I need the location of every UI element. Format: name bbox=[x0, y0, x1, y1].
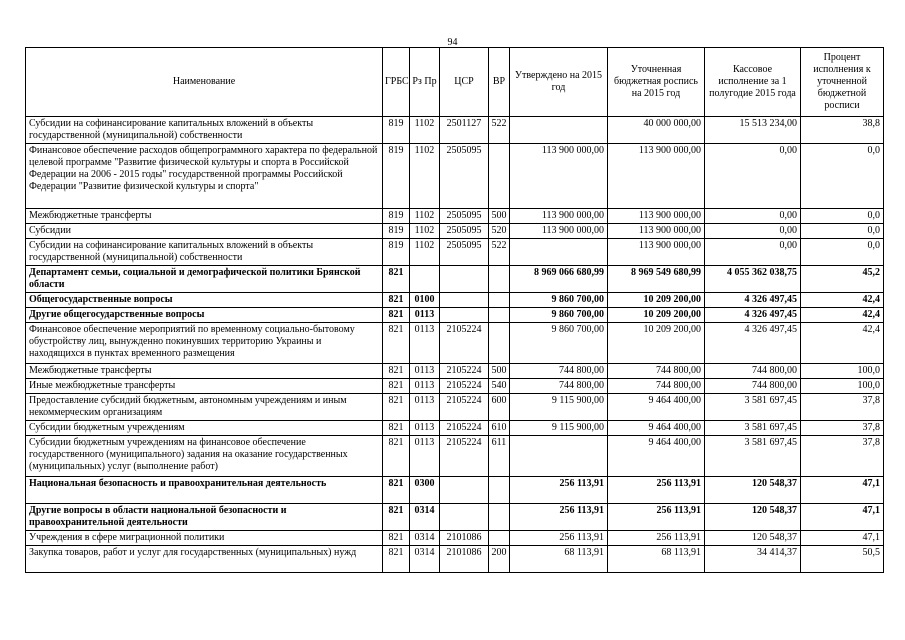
row-rzpr: 1102 bbox=[410, 239, 440, 266]
row-refined: 113 900 000,00 bbox=[608, 209, 705, 224]
row-vr: 522 bbox=[489, 239, 510, 266]
row-percent: 100,0 bbox=[801, 364, 884, 379]
row-rzpr: 0314 bbox=[410, 531, 440, 546]
row-name: Предоставление субсидий бюджетным, автономным учреждениям и иным некоммерческим организациям bbox=[26, 394, 383, 421]
row-rzpr: 0113 bbox=[410, 436, 440, 477]
row-cash: 0,00 bbox=[705, 239, 801, 266]
row-rzpr: 0113 bbox=[410, 308, 440, 323]
table-row bbox=[26, 308, 884, 323]
row-percent: 47,1 bbox=[801, 531, 884, 546]
row-name: Национальная безопасность и правоохранительная деятельность bbox=[26, 477, 383, 504]
row-refined: 113 900 000,00 bbox=[608, 224, 705, 239]
row-percent: 47,1 bbox=[801, 477, 884, 504]
column-header-vr: ВР bbox=[489, 48, 510, 117]
row-rzpr bbox=[410, 266, 440, 293]
table-row bbox=[26, 323, 884, 364]
table-row bbox=[26, 394, 884, 421]
row-refined: 10 209 200,00 bbox=[608, 323, 705, 364]
row-percent: 50,5 bbox=[801, 546, 884, 573]
row-name: Субсидии bbox=[26, 224, 383, 239]
row-grbs: 821 bbox=[383, 546, 410, 573]
row-percent: 0,0 bbox=[801, 224, 884, 239]
row-rzpr: 1102 bbox=[410, 224, 440, 239]
row-grbs: 821 bbox=[383, 436, 410, 477]
row-grbs: 819 bbox=[383, 224, 410, 239]
column-header-approved-text: Утверждено на 2015 год bbox=[514, 70, 603, 93]
row-cash: 34 414,37 bbox=[705, 546, 801, 573]
row-rzpr: 0300 bbox=[410, 477, 440, 504]
row-grbs: 819 bbox=[383, 144, 410, 209]
table-row bbox=[26, 364, 884, 379]
row-csr bbox=[440, 266, 489, 293]
row-approved: 9 860 700,00 bbox=[510, 293, 608, 308]
row-rzpr: 0113 bbox=[410, 364, 440, 379]
table-row bbox=[26, 117, 884, 144]
table-row bbox=[26, 379, 884, 394]
row-percent: 37,8 bbox=[801, 394, 884, 421]
table-row bbox=[26, 209, 884, 224]
row-grbs: 819 bbox=[383, 239, 410, 266]
row-vr: 500 bbox=[489, 364, 510, 379]
row-approved: 68 113,91 bbox=[510, 546, 608, 573]
row-vr: 200 bbox=[489, 546, 510, 573]
row-percent: 37,8 bbox=[801, 421, 884, 436]
column-header-percent-text: Процент исполнения к уточненной бюджетной росписи bbox=[813, 52, 871, 111]
column-header-cash bbox=[705, 48, 801, 117]
row-approved: 9 860 700,00 bbox=[510, 308, 608, 323]
row-vr: 610 bbox=[489, 421, 510, 436]
row-rzpr: 0314 bbox=[410, 504, 440, 531]
row-csr: 2105224 bbox=[440, 436, 489, 477]
row-grbs: 821 bbox=[383, 266, 410, 293]
row-percent: 0,0 bbox=[801, 239, 884, 266]
row-vr bbox=[489, 504, 510, 531]
row-cash: 4 055 362 038,75 bbox=[705, 266, 801, 293]
row-name: Учреждения в сфере миграционной политики bbox=[26, 531, 383, 546]
row-percent: 42,4 bbox=[801, 323, 884, 364]
row-cash: 744 800,00 bbox=[705, 379, 801, 394]
row-rzpr: 0113 bbox=[410, 394, 440, 421]
row-percent: 42,4 bbox=[801, 308, 884, 323]
row-csr: 2101086 bbox=[440, 546, 489, 573]
row-vr: 500 bbox=[489, 209, 510, 224]
row-refined: 9 464 400,00 bbox=[608, 436, 705, 477]
row-rzpr: 0113 bbox=[410, 379, 440, 394]
row-vr bbox=[489, 293, 510, 308]
row-refined: 68 113,91 bbox=[608, 546, 705, 573]
row-csr: 2101086 bbox=[440, 531, 489, 546]
row-rzpr: 1102 bbox=[410, 117, 440, 144]
row-approved: 744 800,00 bbox=[510, 364, 608, 379]
row-refined: 113 900 000,00 bbox=[608, 144, 705, 209]
row-vr bbox=[489, 266, 510, 293]
row-cash: 0,00 bbox=[705, 144, 801, 209]
row-csr: 2105224 bbox=[440, 394, 489, 421]
row-name: Общегосударственные вопросы bbox=[26, 293, 383, 308]
table-row bbox=[26, 239, 884, 266]
row-approved: 8 969 066 680,99 bbox=[510, 266, 608, 293]
row-csr bbox=[440, 308, 489, 323]
row-grbs: 821 bbox=[383, 477, 410, 504]
row-csr bbox=[440, 504, 489, 531]
row-grbs: 819 bbox=[383, 209, 410, 224]
table-row bbox=[26, 531, 884, 546]
row-refined: 10 209 200,00 bbox=[608, 293, 705, 308]
table-body bbox=[26, 117, 884, 573]
row-percent: 37,8 bbox=[801, 436, 884, 477]
row-cash: 4 326 497,45 bbox=[705, 308, 801, 323]
row-approved: 256 113,91 bbox=[510, 477, 608, 504]
row-rzpr: 1102 bbox=[410, 144, 440, 209]
row-name: Субсидии на софинансирование капитальных вложений в объекты государственной (муниципальной) собственности bbox=[26, 239, 383, 266]
row-csr: 2505095 bbox=[440, 209, 489, 224]
column-header-approved bbox=[510, 48, 608, 117]
table-header-row bbox=[26, 48, 884, 117]
row-cash: 0,00 bbox=[705, 224, 801, 239]
column-header-percent bbox=[801, 48, 884, 117]
table-row bbox=[26, 224, 884, 239]
row-rzpr: 0100 bbox=[410, 293, 440, 308]
row-grbs: 821 bbox=[383, 379, 410, 394]
row-cash: 120 548,37 bbox=[705, 504, 801, 531]
row-percent: 42,4 bbox=[801, 293, 884, 308]
row-percent: 47,1 bbox=[801, 504, 884, 531]
row-refined: 9 464 400,00 bbox=[608, 394, 705, 421]
row-approved: 9 115 900,00 bbox=[510, 421, 608, 436]
row-refined: 256 113,91 bbox=[608, 477, 705, 504]
row-vr: 611 bbox=[489, 436, 510, 477]
row-vr bbox=[489, 308, 510, 323]
row-approved bbox=[510, 117, 608, 144]
row-cash: 3 581 697,45 bbox=[705, 421, 801, 436]
row-refined: 744 800,00 bbox=[608, 364, 705, 379]
row-name: Закупка товаров, работ и услуг для государственных (муниципальных) нужд bbox=[26, 546, 383, 573]
row-approved: 256 113,91 bbox=[510, 531, 608, 546]
row-refined: 40 000 000,00 bbox=[608, 117, 705, 144]
row-refined: 8 969 549 680,99 bbox=[608, 266, 705, 293]
row-percent: 0,0 bbox=[801, 209, 884, 224]
row-percent: 100,0 bbox=[801, 379, 884, 394]
row-approved bbox=[510, 239, 608, 266]
column-header-csr: ЦСР bbox=[440, 48, 489, 117]
column-header-refined bbox=[608, 48, 705, 117]
row-csr bbox=[440, 477, 489, 504]
row-approved: 9 115 900,00 bbox=[510, 394, 608, 421]
row-name: Межбюджетные трансферты bbox=[26, 364, 383, 379]
row-approved: 113 900 000,00 bbox=[510, 144, 608, 209]
row-rzpr: 0113 bbox=[410, 323, 440, 364]
row-percent: 0,0 bbox=[801, 144, 884, 209]
row-cash: 120 548,37 bbox=[705, 477, 801, 504]
table-row bbox=[26, 293, 884, 308]
row-cash: 0,00 bbox=[705, 209, 801, 224]
budget-execution-table bbox=[25, 47, 884, 573]
table-row bbox=[26, 144, 884, 209]
table-row bbox=[26, 421, 884, 436]
row-percent: 45,2 bbox=[801, 266, 884, 293]
table-row bbox=[26, 546, 884, 573]
row-csr: 2105224 bbox=[440, 421, 489, 436]
row-approved: 256 113,91 bbox=[510, 504, 608, 531]
row-cash: 3 581 697,45 bbox=[705, 436, 801, 477]
row-name: Межбюджетные трансферты bbox=[26, 209, 383, 224]
table-row bbox=[26, 504, 884, 531]
table-row bbox=[26, 477, 884, 504]
column-header-grbs: ГРБС bbox=[383, 48, 410, 117]
row-vr: 520 bbox=[489, 224, 510, 239]
row-refined: 9 464 400,00 bbox=[608, 421, 705, 436]
row-name: Субсидии бюджетным учреждениям bbox=[26, 421, 383, 436]
row-vr bbox=[489, 323, 510, 364]
column-header-cash-text: Кассовое исполнение за 1 полугодие 2015 года bbox=[709, 64, 796, 99]
row-refined: 744 800,00 bbox=[608, 379, 705, 394]
row-rzpr: 0113 bbox=[410, 421, 440, 436]
row-vr bbox=[489, 477, 510, 504]
row-cash: 744 800,00 bbox=[705, 364, 801, 379]
row-grbs: 819 bbox=[383, 117, 410, 144]
column-header-name: Наименование bbox=[26, 48, 383, 117]
row-cash: 4 326 497,45 bbox=[705, 323, 801, 364]
row-vr: 540 bbox=[489, 379, 510, 394]
row-csr: 2505095 bbox=[440, 144, 489, 209]
row-name: Субсидии на софинансирование капитальных вложений в объекты государственной (муниципальной) собственности bbox=[26, 117, 383, 144]
row-cash: 4 326 497,45 bbox=[705, 293, 801, 308]
row-refined: 113 900 000,00 bbox=[608, 239, 705, 266]
table-row bbox=[26, 436, 884, 477]
column-header-rzpr: Рз Пр bbox=[410, 48, 440, 117]
page-number: 94 bbox=[447, 37, 458, 48]
row-grbs: 821 bbox=[383, 308, 410, 323]
row-csr: 2505095 bbox=[440, 239, 489, 266]
row-grbs: 821 bbox=[383, 531, 410, 546]
row-name: Финансовое обеспечение мероприятий по временному социально-бытовому обустройству лиц, вынужденно покинувших территорию Украины и находящихся в пунктах временного размещения bbox=[26, 323, 383, 364]
row-cash: 120 548,37 bbox=[705, 531, 801, 546]
row-grbs: 821 bbox=[383, 293, 410, 308]
row-name: Другие общегосударственные вопросы bbox=[26, 308, 383, 323]
row-vr: 600 bbox=[489, 394, 510, 421]
row-csr: 2105224 bbox=[440, 364, 489, 379]
row-approved: 744 800,00 bbox=[510, 379, 608, 394]
row-csr bbox=[440, 293, 489, 308]
row-csr: 2105224 bbox=[440, 379, 489, 394]
row-rzpr: 1102 bbox=[410, 209, 440, 224]
column-header-refined-text: Уточненная бюджетная роспись на 2015 год bbox=[613, 64, 698, 99]
row-grbs: 821 bbox=[383, 364, 410, 379]
row-vr bbox=[489, 531, 510, 546]
row-name: Иные межбюджетные трансферты bbox=[26, 379, 383, 394]
row-name: Департамент семьи, социальной и демографической политики Брянской области bbox=[26, 266, 383, 293]
table-row bbox=[26, 266, 884, 293]
row-rzpr: 0314 bbox=[410, 546, 440, 573]
row-vr: 522 bbox=[489, 117, 510, 144]
row-name: Другие вопросы в области национальной безопасности и правоохранительной деятельности bbox=[26, 504, 383, 531]
row-grbs: 821 bbox=[383, 421, 410, 436]
row-refined: 256 113,91 bbox=[608, 504, 705, 531]
row-refined: 256 113,91 bbox=[608, 531, 705, 546]
row-approved bbox=[510, 436, 608, 477]
row-vr bbox=[489, 144, 510, 209]
row-grbs: 821 bbox=[383, 394, 410, 421]
row-csr: 2105224 bbox=[440, 323, 489, 364]
row-approved: 113 900 000,00 bbox=[510, 209, 608, 224]
row-name: Финансовое обеспечение расходов общепрограммного характера по федеральной целевой программе "Развитие физической культуры и спорта в Российской Федерации на 2006 - 2015 годы" государственной программы Российской Федерации "Развитие физической культуры и спорта" bbox=[26, 144, 383, 209]
row-cash: 3 581 697,45 bbox=[705, 394, 801, 421]
row-approved: 113 900 000,00 bbox=[510, 224, 608, 239]
row-grbs: 821 bbox=[383, 504, 410, 531]
row-csr: 2505095 bbox=[440, 224, 489, 239]
row-cash: 15 513 234,00 bbox=[705, 117, 801, 144]
row-refined: 10 209 200,00 bbox=[608, 308, 705, 323]
row-percent: 38,8 bbox=[801, 117, 884, 144]
row-grbs: 821 bbox=[383, 323, 410, 364]
row-name: Субсидии бюджетным учреждениям на финансовое обеспечение государственного (муниципального) задания на оказание государственных (муниципальных) услуг (выполнение работ) bbox=[26, 436, 383, 477]
row-approved: 9 860 700,00 bbox=[510, 323, 608, 364]
row-csr: 2501127 bbox=[440, 117, 489, 144]
